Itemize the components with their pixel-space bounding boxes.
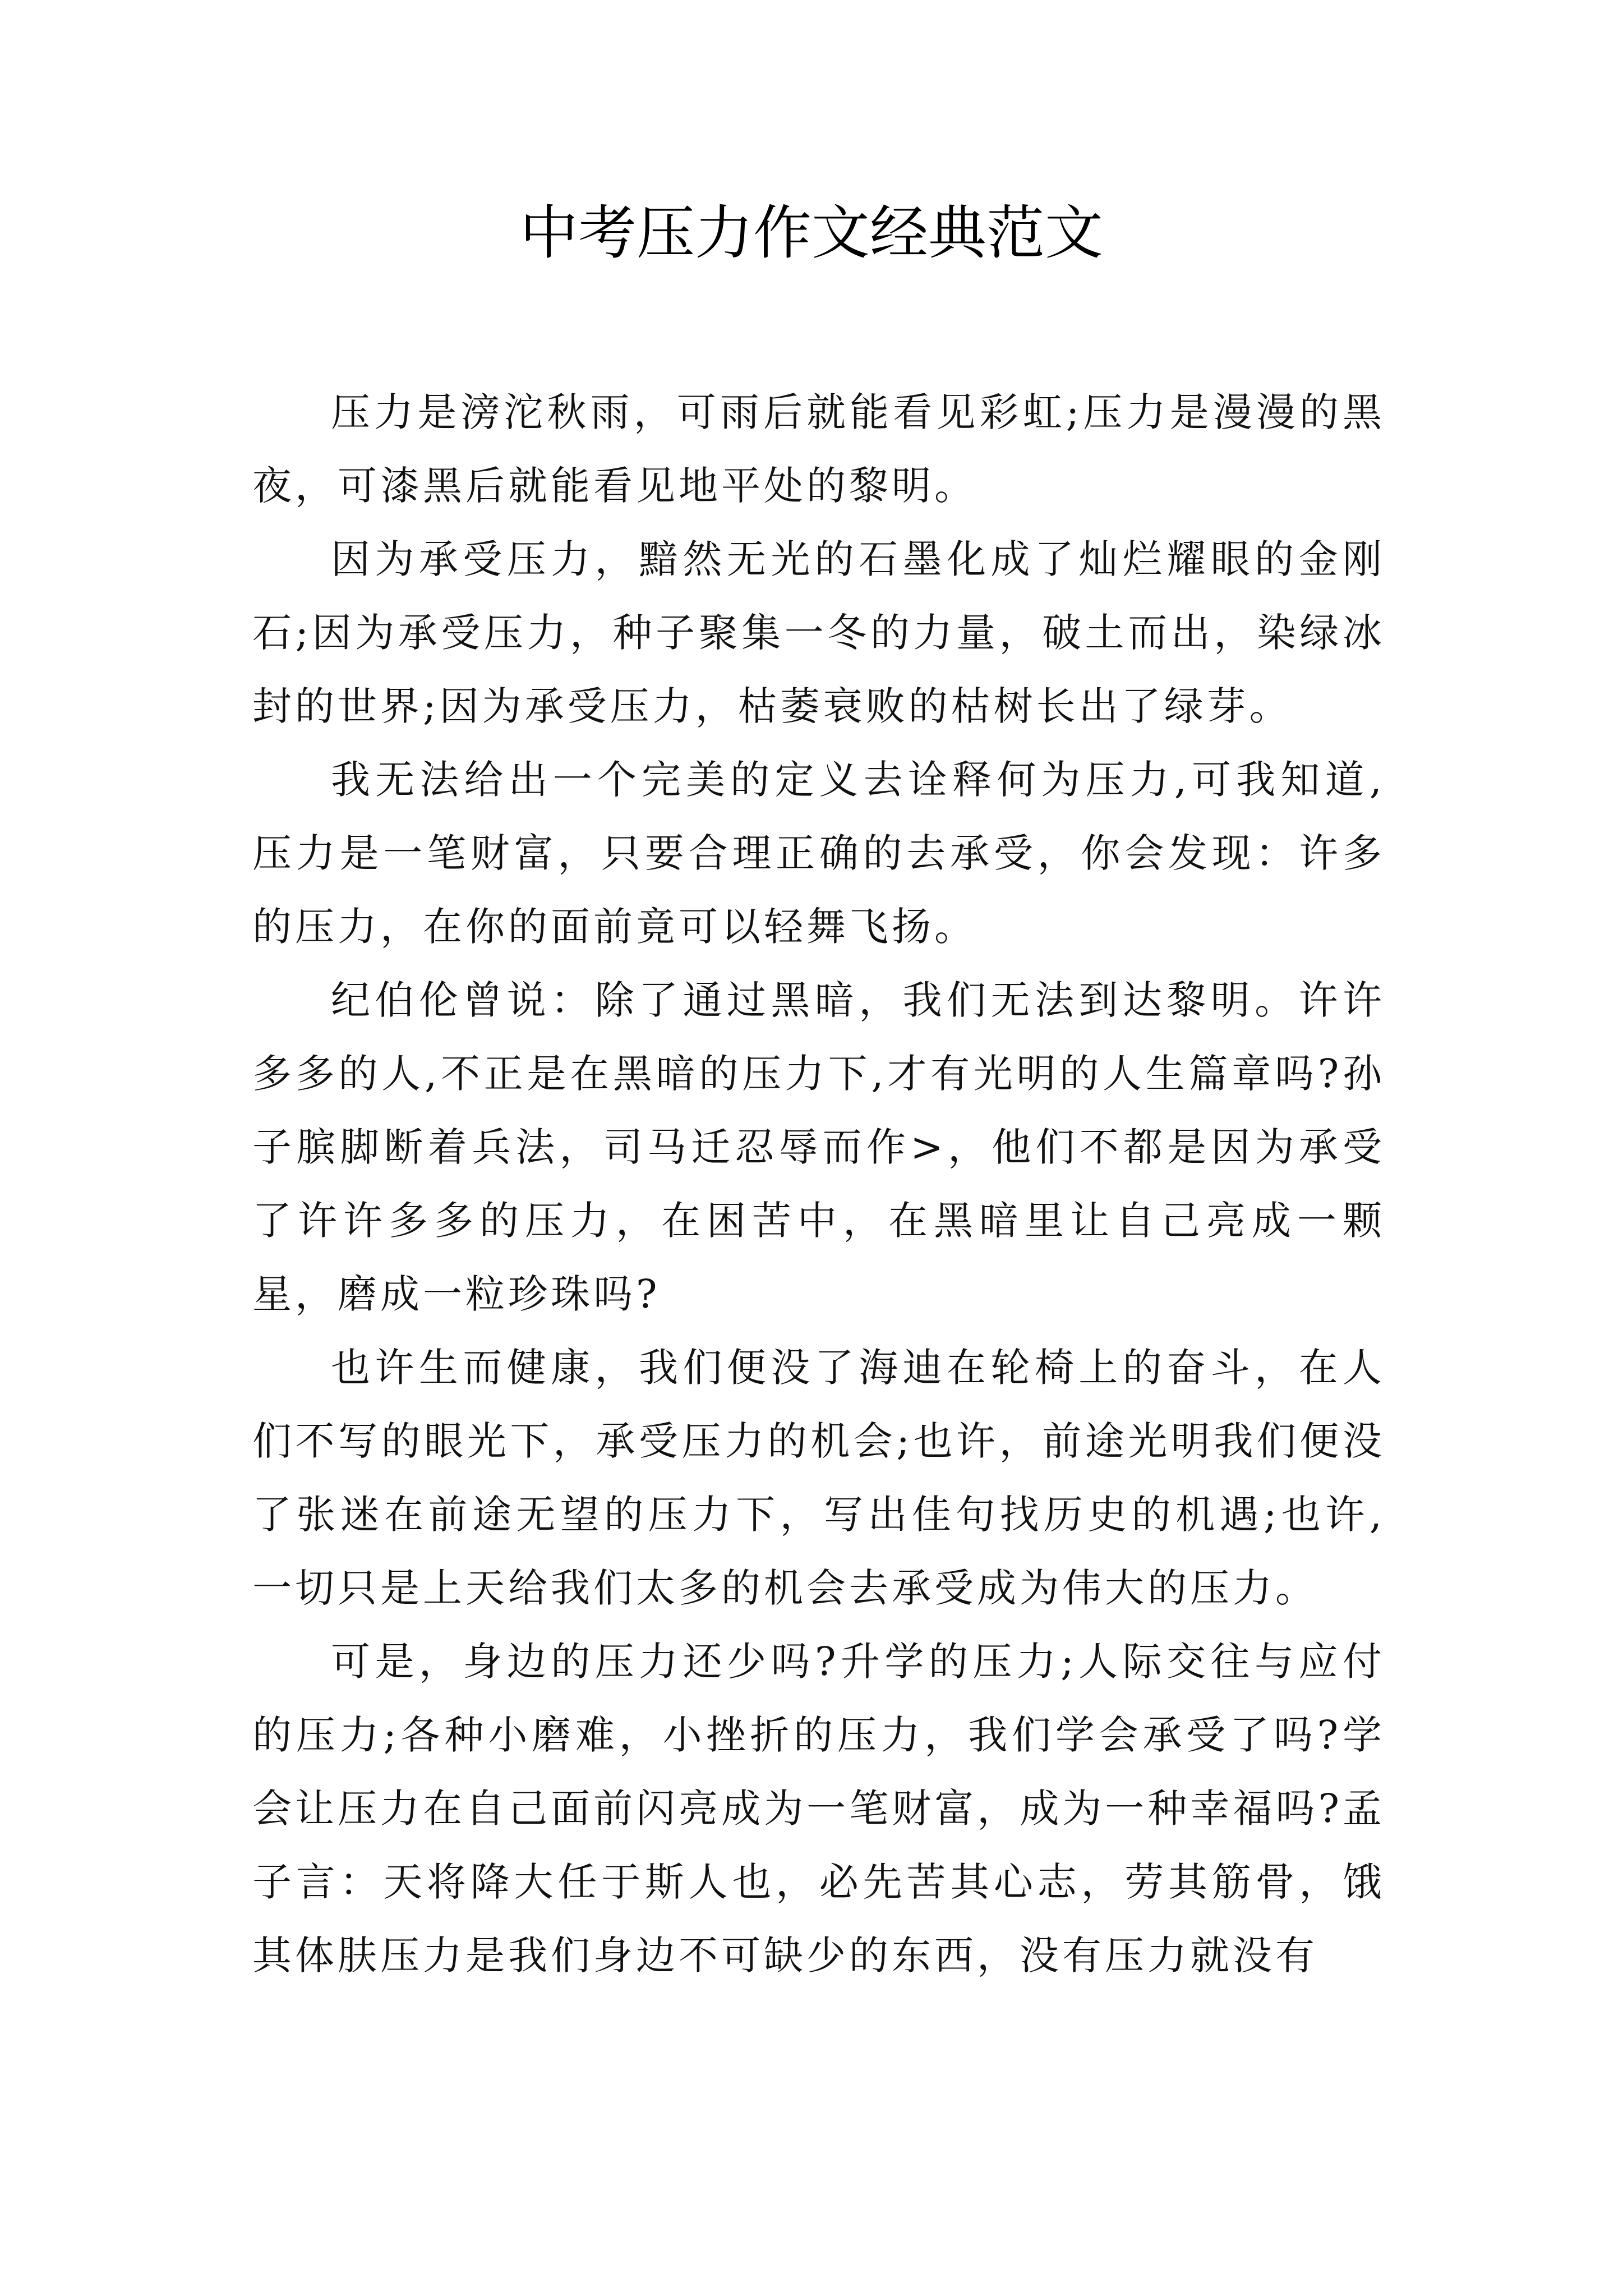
paragraph: 可是，身边的压力还少吗?升学的压力;人际交往与应付的压力;各种小磨难，小挫折的压力，我们学会承受了吗?学会让压力在自己面前闪亮成为一笔财富，成为一种幸福吗?孟子言：天将降大任于斯人也，必先苦其心志，劳其筋骨，饿其体肤压力是我们身边不可缺少的东西，没有压力就没有 [252, 1639, 1385, 1978]
document-body [252, 376, 1385, 1993]
paragraph: 纪伯伦曾说：除了通过黑暗，我们无法到达黎明。许许多多的人,不正是在黑暗的压力下,才有光明的人生篇章吗?孙子膑脚断着兵法，司马迁忍辱而作>，他们不都是因为承受了许许多多的压力，在困苦中，在黑暗里让自己亮成一颗星，磨成一粒珍珠吗? [252, 977, 1385, 1317]
paragraph: 也许生而健康，我们便没了海迪在轮椅上的奋斗，在人们不写的眼光下，承受压力的机会;也许，前途光明我们便没了张迷在前途无望的压力下，写出佳句找历史的机遇;也许,一切只是上天给我们太多的机会去承受成为伟大的压力。 [252, 1345, 1385, 1611]
document-title: 中考压力作文经典范文 [519, 199, 1103, 267]
paragraph: 因为承受压力，黯然无光的石墨化成了灿烂耀眼的金刚石;因为承受压力，种子聚集一冬的力量，破土而出，染绿冰封的世界;因为承受压力，枯萎衰败的枯树长出了绿芽。 [252, 536, 1385, 729]
paragraph: 压力是滂沱秋雨，可雨后就能看见彩虹;压力是漫漫的黑夜，可漆黑后就能看见地平处的黎明。 [252, 389, 1385, 509]
paragraph: 我无法给出一个完美的定义去诠释何为压力,可我知道,压力是一笔财富，只要合理正确的去承受，你会发现：许多的压力，在你的面前竟可以轻舞飞扬。 [252, 757, 1385, 950]
